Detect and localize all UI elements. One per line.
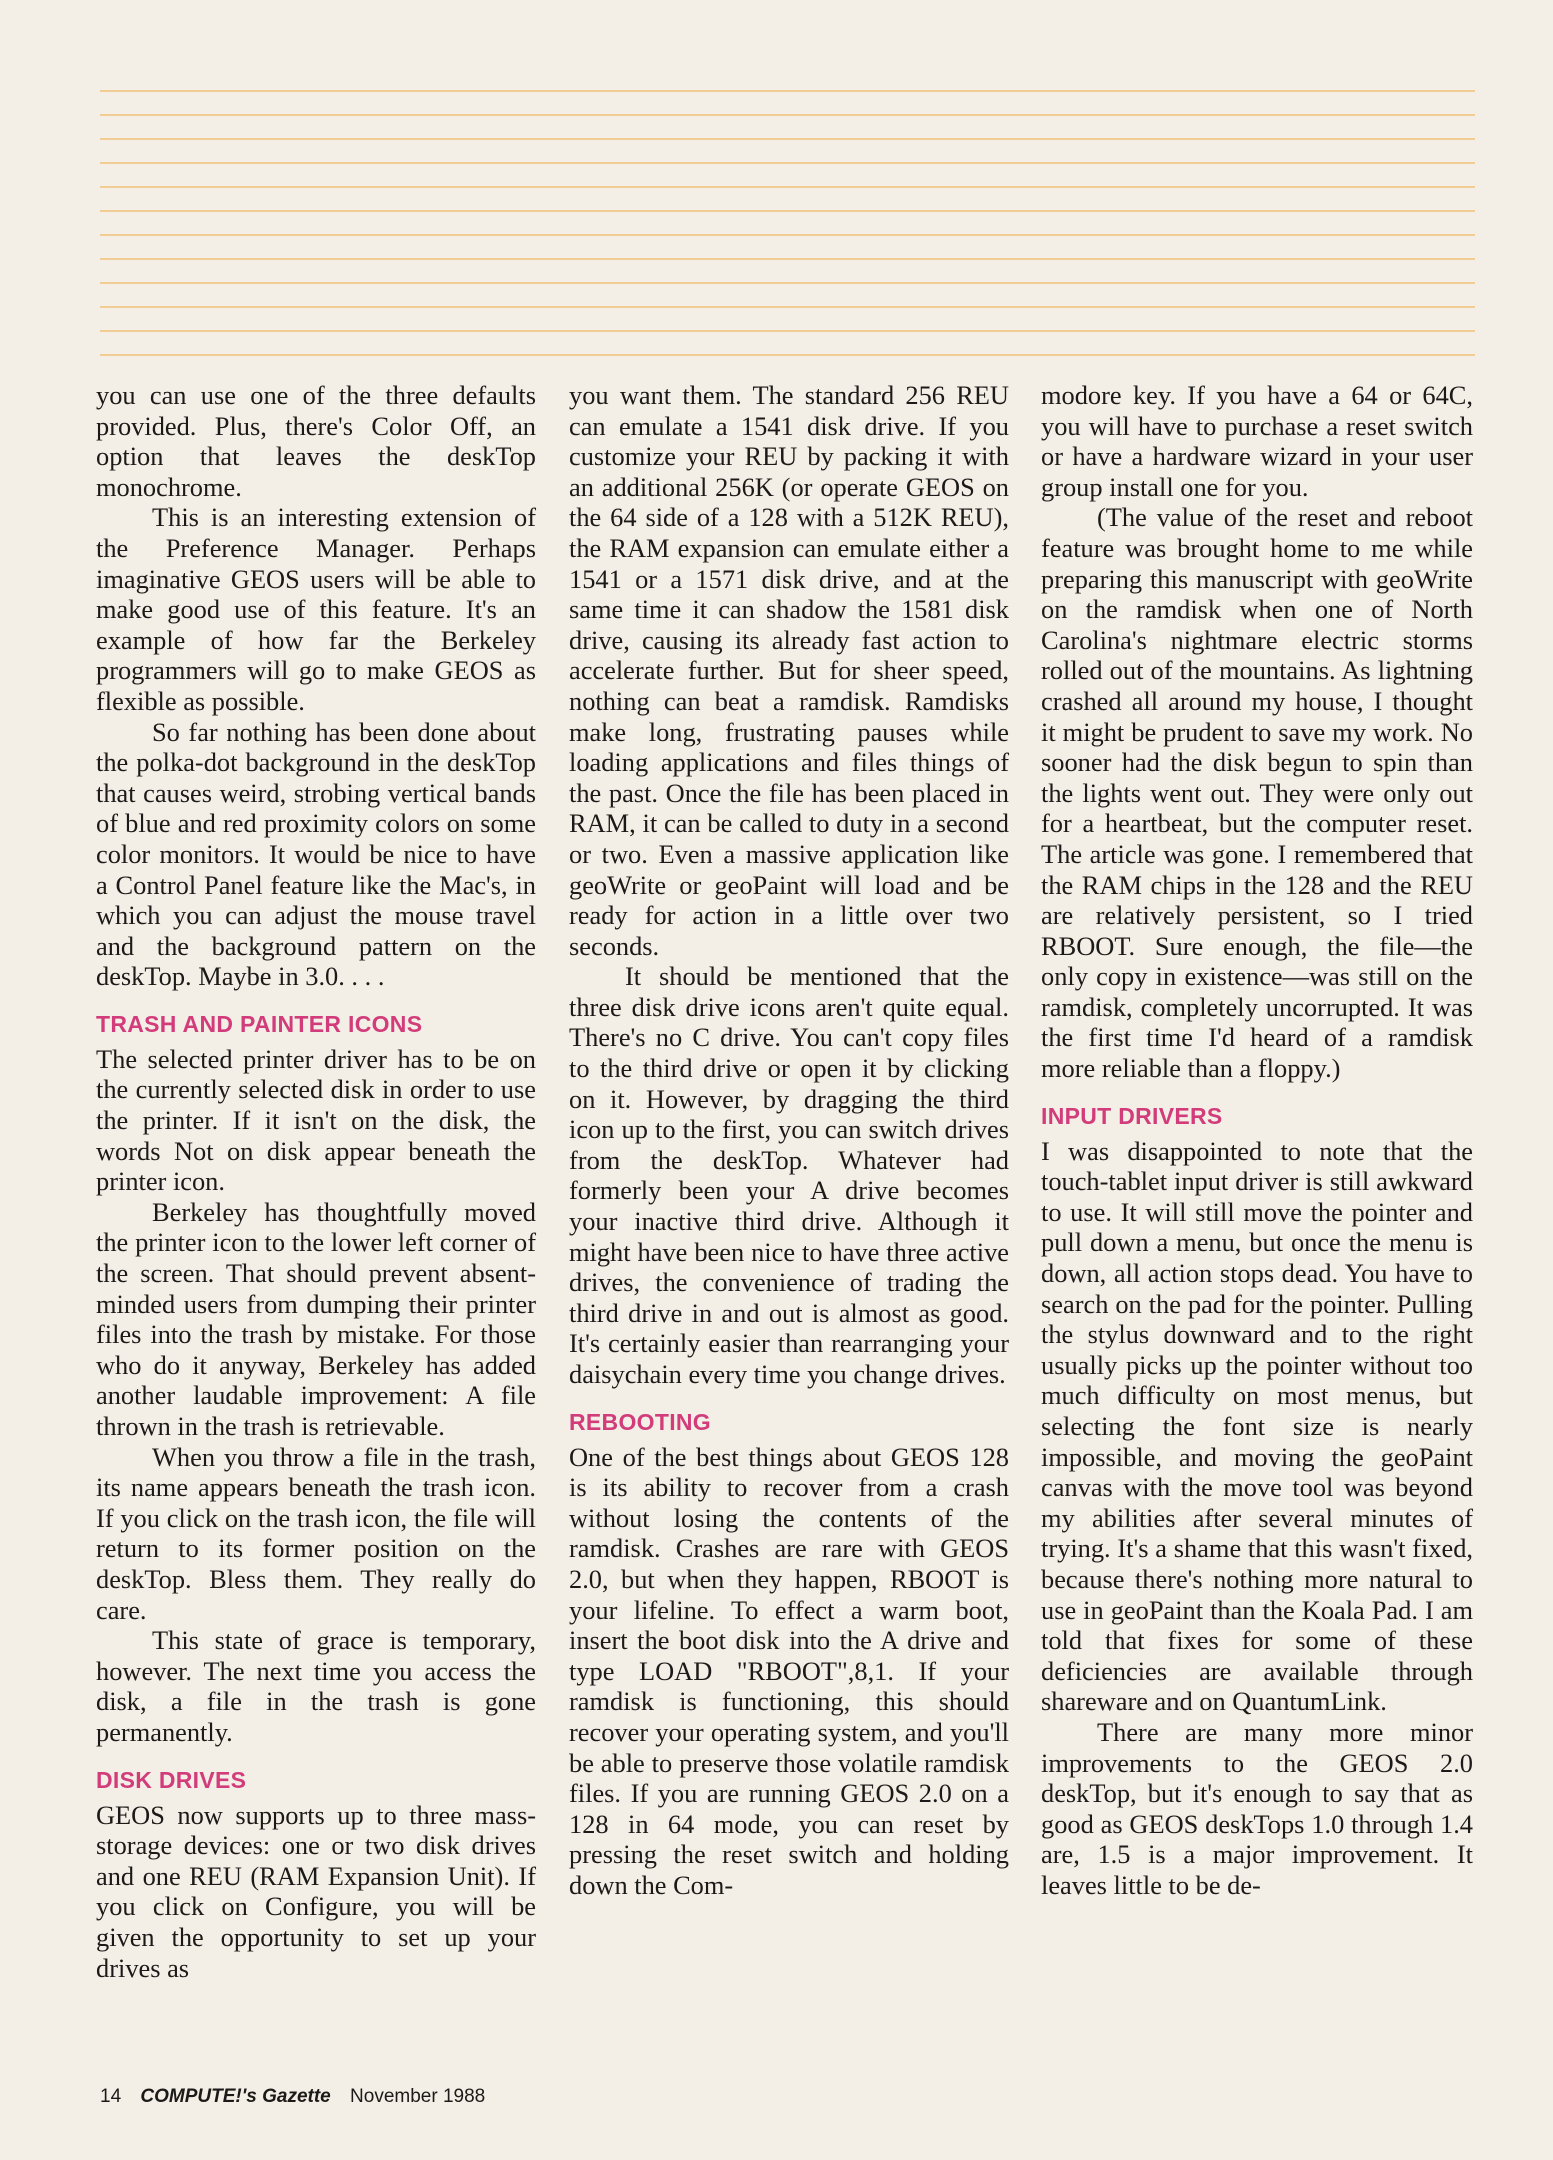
header-rule-band	[100, 90, 1475, 362]
paragraph: This state of grace is temporary, however. The next time you access the disk, a file in the trash is gone permanently.	[96, 1625, 536, 1747]
column-2	[569, 380, 1009, 1901]
paragraph: you want them. The standard 256 REU can emulate a 1541 disk drive. If you customize your REU by packing it with an additional 256K (or operate GEOS on the 64 side of a 128 with a 512K REU), the RAM expansion can emulate either a 1541 or a 1571 disk drive, and at the same time it can shadow the 1581 disk drive, causing its already fast action to accelerate further. But for sheer speed, nothing can beat a ramdisk. Ramdisks make long, frustrating pauses while loading applications and files things of the past. Once the file has been placed in RAM, it can be called to duty in a second or two. Even a massive application like geoWrite or geoPaint will load and be ready for action in a little over two seconds.	[569, 380, 1009, 961]
page-number: 14	[100, 2086, 122, 2107]
page-footer	[100, 2086, 499, 2108]
paragraph: The selected printer driver has to be on the currently selected disk in order to use the printer. If it isn't on the disk, the words Not on disk appear beneath the printer icon.	[96, 1043, 536, 1197]
paragraph: I was disappointed to note that the touch-tablet input driver is still awkward to use. It will still move the pointer and pull down a menu, but once the menu is down, all action stops dead. You have to search on the pad for the pointer. Pulling the stylus downward and to the right usually picks up the pointer without too much difficulty on most menus, but selecting the font size is nearly impossible, and moving the geoPaint canvas with the move tool was beyond my abilities after several minutes of trying. It's a shame that this wasn't fixed, because there's nothing more natural to use in geoPaint than the Koala Pad. I am told that fixes for some of these deficiencies are available through shareware and on QuantumLink.	[1041, 1135, 1473, 1717]
paragraph: There are many more minor improvements to the GEOS 2.0 deskTop, but it's enough to say that as good as GEOS deskTops 1.0 through 1.4 are, 1.5 is a major improvement. It leaves little to be de-	[1041, 1716, 1473, 1900]
paragraph: modore key. If you have a 64 or 64C, you will have to purchase a reset switch or have a hardware wizard in your user group install one for you.	[1041, 380, 1473, 502]
paragraph: This is an interesting extension of the Preference Manager. Perhaps imaginative GEOS users will be able to make good use of this feature. It's an example of how far the Berkeley programmers will go to make GEOS as flexible as possible.	[96, 502, 536, 716]
magazine-name: COMPUTE!'s Gazette	[140, 2086, 331, 2107]
paragraph: GEOS now supports up to three mass-storage devices: one or two disk drives and one REU (RAM Expansion Unit). If you click on Configure, you will be given the opportunity to set up your drives as	[96, 1799, 536, 1983]
paragraph: (The value of the reset and reboot feature was brought home to me while preparing this manuscript with geoWrite on the ramdisk when one of North Carolina's nightmare electric storms rolled out of the mountains. As lightning crashed all around my house, I thought it might be prudent to save my work. No sooner had the disk begun to spin than the lights went out. They were only out for a heartbeat, but the computer reset. The article was gone. I remembered that the RAM chips in the 128 and the REU are relatively persistent, so I tried RBOOT. Sure enough, the file—the only copy in existence—was still on the ramdisk, completely uncorrupted. It was the first time I'd heard of a ramdisk more reliable than a floppy.)	[1041, 502, 1473, 1084]
paragraph: So far nothing has been done about the polka-dot background in the deskTop that causes weird, strobing vertical bands of blue and red proximity colors on some color monitors. It would be nice to have a Control Panel feature like the Mac's, in which you can adjust the mouse travel and the background pattern on the deskTop. Maybe in 3.0. . . .	[96, 716, 536, 992]
paragraph: One of the best things about GEOS 128 is its ability to recover from a crash without losing the contents of the ramdisk. Crashes are rare with GEOS 2.0, but when they happen, RBOOT is your lifeline. To effect a warm boot, insert the boot disk into the A drive and type LOAD "RBOOT",8,1. If your ramdisk is functioning, this should recover your operating system, and you'll be able to preserve those volatile ramdisk files. If you are running GEOS 2.0 on a 128 in 64 mode, you can reset by pressing the reset switch and holding down the Com-	[569, 1441, 1009, 1900]
column-3	[1041, 380, 1473, 1901]
issue-date: November 1988	[350, 2086, 486, 2107]
section-heading-input-drivers: INPUT DRIVERS	[1041, 1102, 1223, 1129]
section-heading-trash: TRASH AND PAINTER ICONS	[96, 1010, 423, 1037]
section-heading-disk-drives: DISK DRIVES	[96, 1766, 247, 1793]
paragraph: you can use one of the three defaults provided. Plus, there's Color Off, an option that leaves the deskTop monochrome.	[96, 380, 536, 502]
section-heading-rebooting: REBOOTING	[569, 1408, 711, 1435]
paragraph: It should be mentioned that the three disk drive icons aren't quite equal. There's no C drive. You can't copy files to the third drive or open it by clicking on it. However, by dragging the third icon up to the first, you can switch drives from the deskTop. Whatever had formerly been your A drive becomes your inactive third drive. Although it might have been nice to have three active drives, the convenience of trading the third drive in and out is almost as good. It's certainly easier than rearranging your daisychain every time you change drives.	[569, 961, 1009, 1389]
paragraph: When you throw a file in the trash, its name appears beneath the trash icon. If you click on the trash icon, the file will return to its former position on the deskTop. Bless them. They really do care.	[96, 1441, 536, 1625]
paragraph: Berkeley has thoughtfully moved the printer icon to the lower left corner of the screen. That should prevent absent-minded users from dumping their printer files into the trash by mistake. For those who do it anyway, Berkeley has added another laudable improvement: A file thrown in the trash is retrievable.	[96, 1196, 536, 1441]
column-1	[96, 380, 536, 1983]
